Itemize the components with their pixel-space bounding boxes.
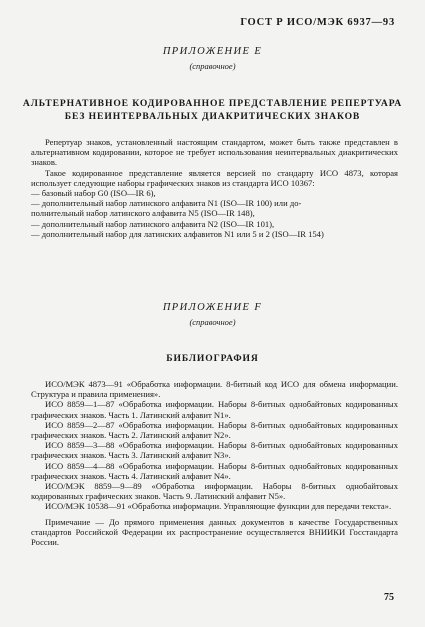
bibliography-item: ИСО/МЭК 4873—91 «Обработка информации. 8-битный код ИСО для обмена информации. Структура и правила применения». xyxy=(31,379,398,400)
list-item: — дополнительный набор латинского алфавита N1 (ISO—IR 100) или до- xyxy=(31,198,302,209)
appendix-e-paragraph-1: Репертуар знаков, установленный настоящим стандартом, может быть также представлен в альтернативном кодировании, которое не требует использования неинтервальных диакритических знаков. xyxy=(31,137,398,168)
appendix-e-subtitle: (справочное) xyxy=(189,61,236,71)
appendix-e-heading-line1: АЛЬТЕРНАТИВНОЕ КОДИРОВАННОЕ ПРЕДСТАВЛЕНИЕ РЕПЕРТУАРА xyxy=(22,98,403,109)
appendix-e-title: ПРИЛОЖЕНИЕ Е xyxy=(162,46,263,57)
appendix-e-body xyxy=(31,137,398,239)
list-item: — дополнительный набор для латинских алфавитов N1 или 5 и 2 (ISO—IR 154) xyxy=(31,228,324,239)
appendix-f-heading: БИБЛИОГРАФИЯ xyxy=(166,353,259,364)
list-item-continuation: полнительный набор латинского алфавита N5 (ISO—IR 148), xyxy=(31,208,255,219)
document-header: ГОСТ Р ИСО/МЭК 6937—93 xyxy=(240,17,395,28)
list-item: — дополнительный набор латинского алфавита N2 (ISO—IR 101), xyxy=(31,218,275,229)
bibliography-item: ИСО/МЭК 8859—9—89 «Обработка информации. Наборы 8-битных однобайтовых кодированных графических знаков. Часть 9. Латинский алфавит N5». xyxy=(31,481,398,502)
appendix-e-heading xyxy=(0,97,425,123)
bibliography-list xyxy=(31,379,398,547)
bibliography-item: ИСО 8859—2—87 «Обработка информации. Наборы 8-битных однобайтовых кодированных графических знаков. Часть 2. Латинский алфавит N2». xyxy=(31,419,398,441)
appendix-e-heading-line2: БЕЗ НЕИНТЕРВАЛЬНЫХ ДИАКРИТИЧЕСКИХ ЗНАКОВ xyxy=(64,111,361,122)
bibliography-item: ИСО 8859—3—88 «Обработка информации. Наборы 8-битных однобайтовых кодированных графических знаков. Часть 3. Латинский алфавит N3». xyxy=(31,440,398,461)
list-item: — базовый набор G0 (ISO—IR 6), xyxy=(31,188,156,199)
bibliography-item: ИСО 8859—4—88 «Обработка информации. Наборы 8-битных однобайтовых кодированных графических знаков. Часть 4. Латинский алфавит N4». xyxy=(31,460,398,481)
bibliography-item: ИСО 8859—1—87 «Обработка информации. Наборы 8-битных однобайтовых кодированных графических знаков. Часть 1. Латинский алфавит N1». xyxy=(31,399,398,420)
appendix-f-title: ПРИЛОЖЕНИЕ F xyxy=(162,302,263,313)
bibliography-item: ИСО/МЭК 10538—91 «Обработка информации. Управляющие функции для передачи текста». xyxy=(45,501,392,512)
bibliography-note: Примечание — До прямого применения данных документов в качестве Государственных стандартов Российской Федерации их распространение осуществляется ВНИИКИ Госстандарта России. xyxy=(31,516,398,548)
appendix-f-subtitle: (справочное) xyxy=(189,317,236,327)
page-number: 75 xyxy=(384,592,394,603)
appendix-e-paragraph-2: Такое кодированное представление является версией по стандарту ИСО 4873, которая использует следующие наборы графических знаков из стандарта ИСО 10367: xyxy=(31,167,398,188)
